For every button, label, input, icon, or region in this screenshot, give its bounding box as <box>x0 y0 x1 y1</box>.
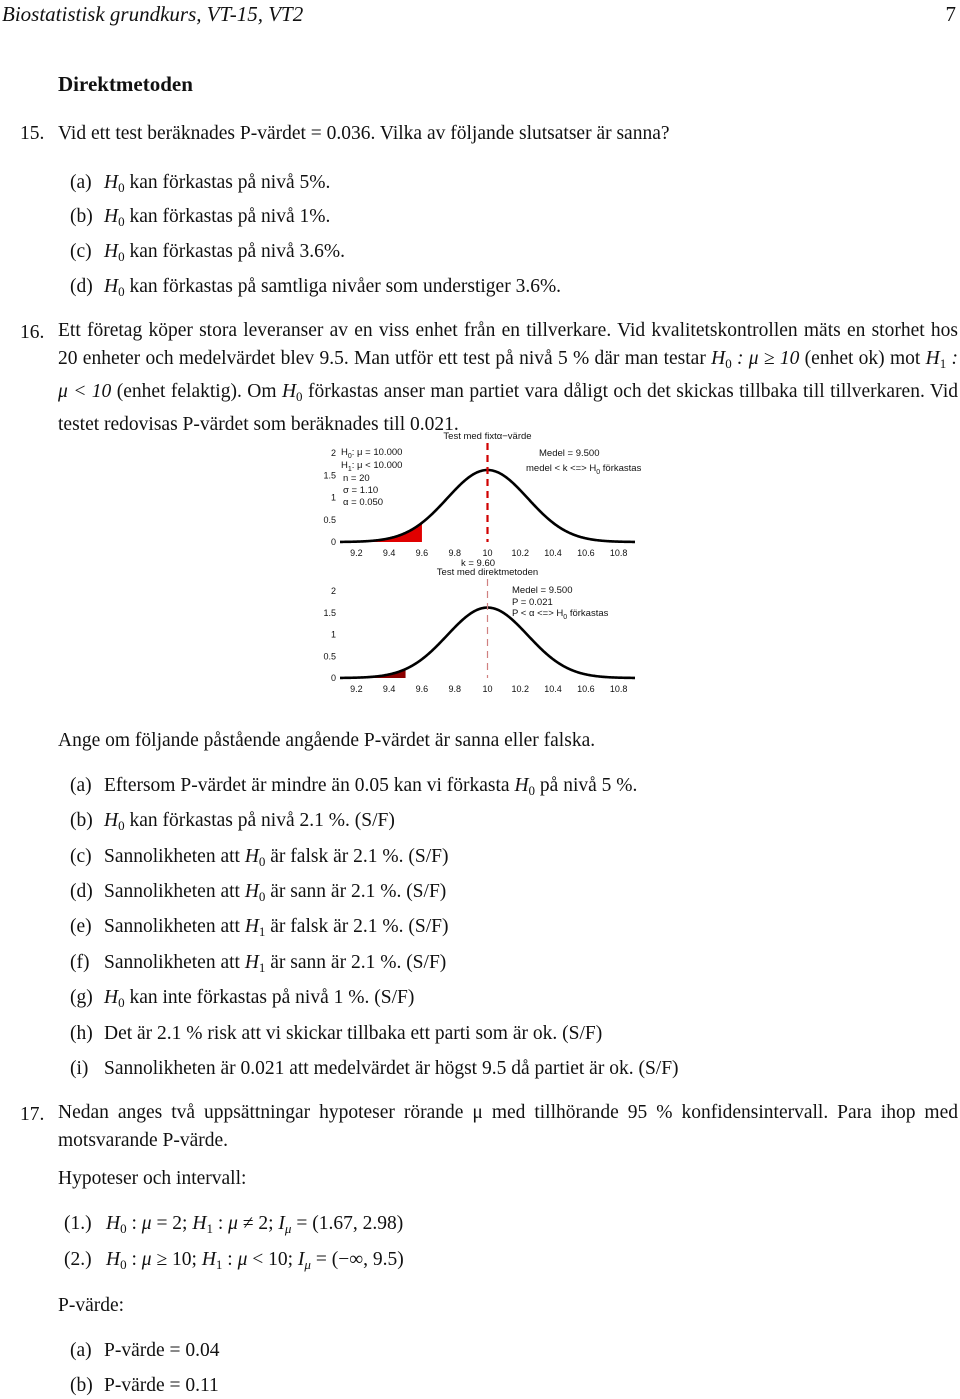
x-tick-label: 9.2 <box>350 684 363 694</box>
q15-option-d: (d) $H_0$ kan förkastas på samtliga nivåer som understiger 3.6%. <box>70 276 562 299</box>
note-label: Medel = 9.500 <box>539 448 600 459</box>
option-label: (d) <box>70 276 93 297</box>
q16-prompt: Ange om följande påstående angående P-värdet är sanna eller falska. <box>58 730 596 751</box>
parameter-label: σ = 1.10 <box>343 485 379 496</box>
note-label: Medel = 9.500 <box>512 585 573 596</box>
x-axis-label: k = 9.60 <box>460 558 496 569</box>
question-15-text: Vid ett test beräknades P-värdet = 0.036. Vilka av följande slutsatser är sanna? <box>58 123 670 144</box>
running-header: Biostatistisk grundkurs, VT-15, VT2 <box>2 2 304 26</box>
q17-p-heading: P-värde: <box>58 1295 125 1316</box>
parameter-label: α = 0.050 <box>343 497 384 508</box>
q17-pvalue-a: (a) P-värde = 0.04 <box>70 1340 220 1361</box>
chart-title: Test med fixtα−värde <box>443 431 532 442</box>
q16-statement: (b) $H_0$ kan förkastas på nivå 2.1 %. (S/F) <box>70 810 395 833</box>
x-tick-label: 10.2 <box>511 548 530 558</box>
y-tick-label: 0.5 <box>323 514 336 525</box>
x-tick-label: 10.4 <box>544 684 562 694</box>
charts-figure <box>0 425 960 715</box>
y-tick-label: 0 <box>330 537 336 547</box>
question-17-number: 17. <box>20 1104 45 1125</box>
note-label: P < α <=> $H_0$ förkastas <box>512 608 609 621</box>
x-tick-label: 10.8 <box>609 684 628 694</box>
note-label: medel < k <=> $H_0$ förkastas <box>526 463 642 476</box>
x-tick-label: 10.6 <box>577 548 595 558</box>
x-tick-label: 10 <box>482 684 493 694</box>
q16-statement: (a) Eftersom P-värdet är mindre än 0.05 kan vi förkasta $H_0$ på nivå 5 %. <box>70 775 638 798</box>
q17-pvalue-b: (b) P-värde = 0.11 <box>70 1375 219 1396</box>
q16-statement: (f) Sannolikheten att $H_1$ är sann är 2.1 %. (S/F) <box>70 952 447 975</box>
section-title: Direktmetoden <box>58 72 193 96</box>
x-tick-label: 9.2 <box>350 548 363 558</box>
x-tick-label: 10.2 <box>511 684 530 694</box>
q16-statement: (c) Sannolikheten att $H_0$ är falsk är 2.1 %. (S/F) <box>70 846 449 869</box>
x-tick-label: 9.8 <box>448 684 461 694</box>
q16-statement: (h) Det är 2.1 % risk att vi skickar tillbaka ett parti som är ok. (S/F) <box>70 1023 603 1044</box>
x-tick-label: 9.6 <box>415 684 429 694</box>
x-tick-label: 9.8 <box>448 548 461 558</box>
x-tick-label: 9.6 <box>415 548 429 558</box>
parameter-label: n = 20 <box>343 473 370 484</box>
y-tick-label: 1.5 <box>323 470 336 481</box>
q17-hyp-heading: Hypoteser och intervall: <box>58 1168 247 1189</box>
q15-option-a: (a) $H_0$ kan förkastas på nivå 5%. <box>70 172 331 195</box>
y-tick-label: 1 <box>330 492 336 503</box>
y-tick-label: 1.5 <box>323 607 336 618</box>
question-17-text: Nedan anges två uppsättningar hypoteser rörande μ med tillhörande 95 % konfidensintervall. Para ihop med motsvarande P-värde. <box>58 1102 958 1151</box>
chart-title: Test med direktmetoden <box>436 567 539 578</box>
question-16-paragraph: Ett företag köper stora leveranser av en viss enhet från en tillverkare. Vid kvalitetskontrollen mäts en storhet hos 20 enheter och medelvärdet blev 9.5. Man utför ett test på nivå 5 % där man testar $H_0$ : μ ≥ 10 (enhet ok) mot $H_1$ : μ < 10 (enhet felaktig). Om $H_0$ förkastas anser man partiet vara dåligt och det skickas tillbaka till tillverkaren. Vid testet redovisas P-värdet som beräknades till 0.021. <box>58 320 958 435</box>
option-label: (a) <box>70 172 92 193</box>
x-tick-label: 10.8 <box>609 548 628 558</box>
q16-statement: (g) $H_0$ kan inte förkastas på nivå 1 %. (S/F) <box>70 987 415 1010</box>
q17-hyp-1: (1.) $H_0$ : μ = 2; $H_1$ : μ ≠ 2; $I_\mu = (1.67$, 2.98) <box>64 1213 404 1236</box>
y-tick-label: 0 <box>330 673 336 683</box>
question-15-number: 15. <box>20 123 45 144</box>
q16-statement: (e) Sannolikheten att $H_1$ är falsk är 2.1 %. (S/F) <box>70 916 449 939</box>
x-tick-label: 9.4 <box>382 684 396 694</box>
question-16-number: 16. <box>20 322 45 343</box>
page-number: 7 <box>945 2 956 26</box>
parameter-label: $H_0$: μ = 10.000 <box>341 447 403 460</box>
x-tick-label: 9.4 <box>382 548 396 558</box>
q17-hyp-2: (2.) $H_0$ : μ ≥ 10; $H_1$ : μ < 10; $I_\mu$ = (−∞, 9.5) <box>64 1249 404 1272</box>
option-label: (b) <box>70 206 93 227</box>
note-label: P = 0.021 <box>512 597 553 608</box>
y-tick-label: 1 <box>330 629 336 640</box>
y-tick-label: 0.5 <box>323 651 336 662</box>
q15-option-b: (b) $H_0$ kan förkastas på nivå 1%. <box>70 206 331 229</box>
x-tick-label: 10.4 <box>544 548 562 558</box>
q16-statement: (d) Sannolikheten att $H_0$ är sann är 2.1 %. (S/F) <box>70 881 447 904</box>
x-tick-label: 10 <box>482 548 493 558</box>
q16-statement: (i) Sannolikheten är 0.021 att medelvärdet är högst 9.5 då partiet är ok. (S/F) <box>70 1058 679 1079</box>
q15-option-c: (c) $H_0$ kan förkastas på nivå 3.6%. <box>70 241 345 264</box>
option-label: (c) <box>70 241 92 262</box>
y-tick-label: 2 <box>330 586 336 597</box>
parameter-label: $H_1$: μ < 10.000 <box>341 460 403 473</box>
x-tick-label: 10.6 <box>577 684 595 694</box>
y-tick-label: 2 <box>330 448 336 459</box>
